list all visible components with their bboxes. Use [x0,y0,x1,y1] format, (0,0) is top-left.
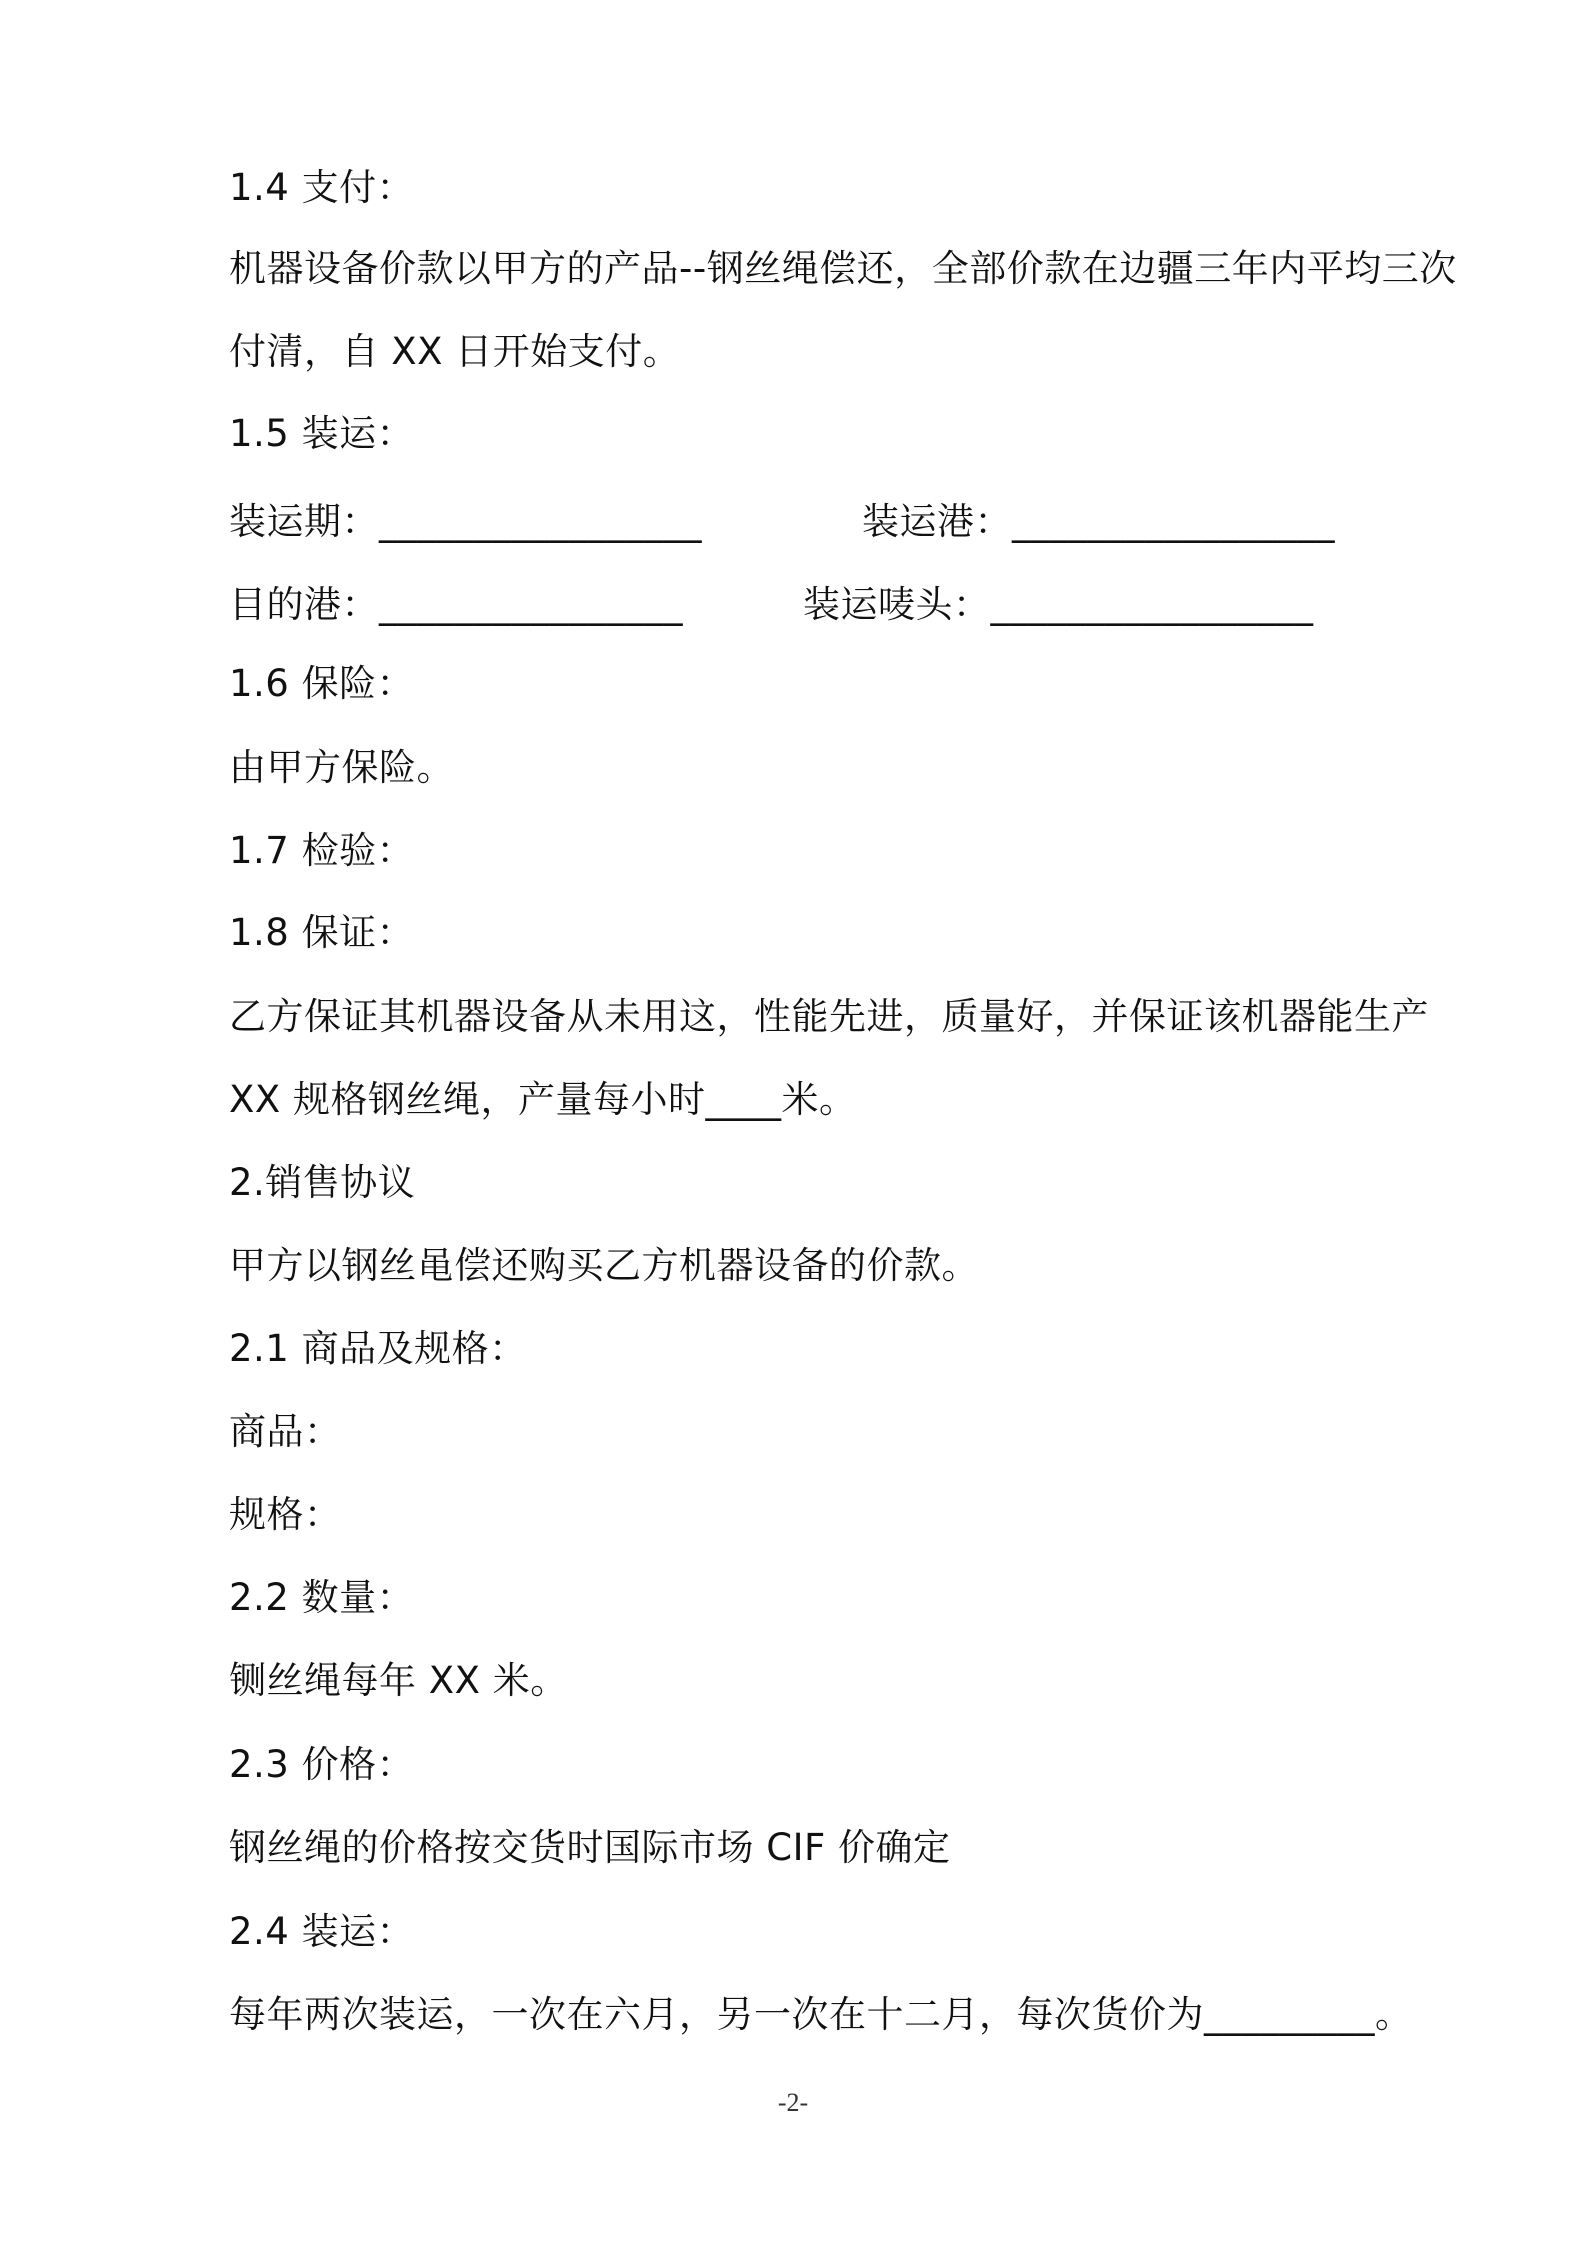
section-heading-guarantee: 1.8 保证： [229,911,415,954]
section-heading-shipment: 1.5 装运： [229,412,415,455]
section-heading-price: 2.3 价格： [229,1743,415,1786]
paragraph-line: 铡丝绳每年 XX 米。 [229,1659,568,1702]
paragraph-line: 由甲方保险。 [229,746,454,789]
shipping-mark-field: 装运唛头：_________________ [803,583,1314,626]
specs-label: 规格： [229,1493,342,1536]
section-heading-inspection: 1.7 检验： [229,829,415,872]
section-heading-insurance: 1.6 保险： [229,662,415,705]
paragraph-line: 付清，自 XX 日开始支付。 [229,330,681,373]
paragraph-line: 每年两次装运，一次在六月，另一次在十二月，每次货价为_________。 [229,1993,1413,2036]
paragraph-line: 乙方保证其机器设备从未用这，性能先进，质量好，并保证该机器能生产 [229,995,1429,1038]
paragraph-line: XX 规格钢丝绳，产量每小时____米。 [229,1078,857,1121]
section-heading-quantity: 2.2 数量： [229,1576,415,1619]
paragraph-line: 钢丝绳的价格按交货时国际市场 CIF 价确定 [229,1826,951,1869]
page-number: -2- [777,2088,809,2117]
shipment-period-field: 装运期：_________________ [229,500,702,543]
destination-port-field: 目的港：________________ [229,583,683,626]
section-heading-sales-agreement: 2.销售协议 [229,1161,416,1204]
section-heading-shipment-2: 2.4 装运： [229,1910,415,1953]
paragraph-line: 机器设备价款以甲方的产品--钢丝绳偿还，全部价款在边疆三年内平均三次 [229,247,1457,290]
paragraph-line: 甲方以钢丝黾偿还购买乙方机器设备的价款。 [229,1244,979,1287]
loading-port-field: 装运港：_________________ [862,500,1335,543]
section-heading-payment: 1.4 支付： [229,166,415,209]
goods-label: 商品： [229,1410,342,1453]
section-heading-goods-specs: 2.1 商品及规格： [229,1327,527,1370]
